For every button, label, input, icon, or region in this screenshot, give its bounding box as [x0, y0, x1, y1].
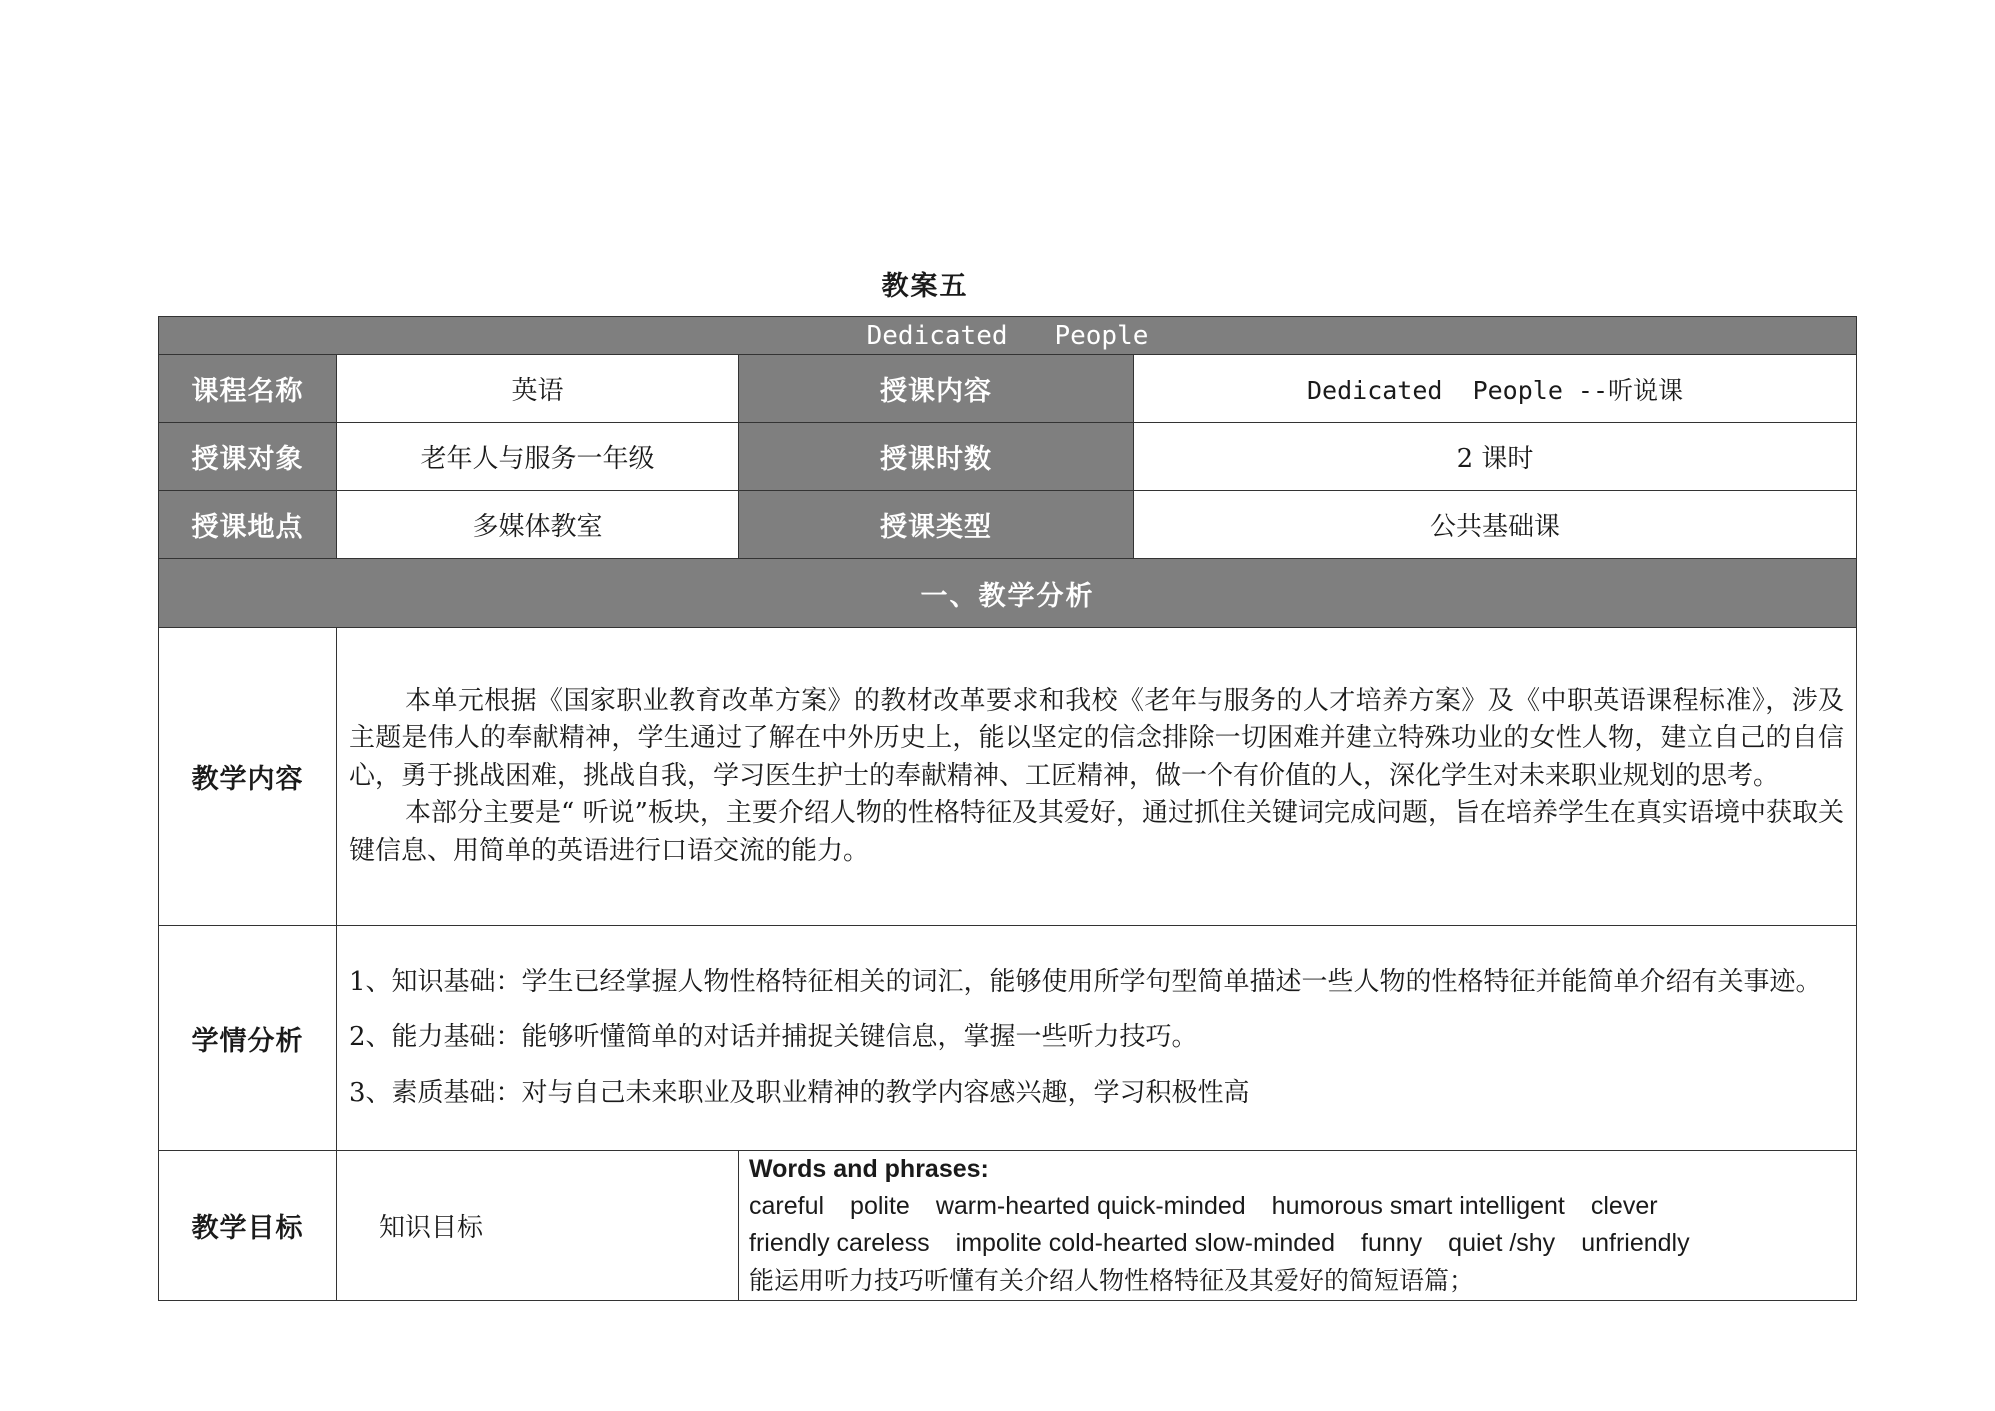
audience-value: 老年人与服务一年级 — [337, 423, 739, 491]
student-analysis-item1: 1、知识基础：学生已经掌握人物性格特征相关的词汇，能够使用所学句型简单描述一些人物的性格特征并能简单介绍有关事迹。 — [349, 966, 1822, 997]
hours-value: 2 课时 — [1134, 423, 1857, 491]
lesson-plan-table — [158, 316, 1857, 1301]
word-item: friendly careless — [749, 1229, 930, 1257]
word-item: clever — [1590, 1192, 1658, 1220]
word-item: humorous smart intelligent — [1271, 1192, 1565, 1220]
knowledge-goal-content — [739, 1151, 1857, 1301]
word-item: quiet /shy — [1448, 1229, 1556, 1257]
teaching-content-label: 教学内容 — [159, 628, 337, 926]
type-label: 授课类型 — [739, 491, 1134, 559]
student-analysis-cell — [337, 926, 1857, 1151]
words-line-2 — [749, 1225, 1846, 1262]
teaching-content-para2: 本部分主要是“ 听说”板块，主要介绍人物的性格特征及其爱好，通过抓住关键词完成问题，旨在培养学生在真实语境中获取关键信息、用简单的英语进行口语交流的能力。 — [349, 798, 1845, 866]
student-analysis-label: 学情分析 — [159, 926, 337, 1151]
course-name-value: 英语 — [337, 355, 739, 423]
document-title: 教案五 — [881, 271, 969, 302]
word-item: impolite cold-hearted slow-minded — [955, 1229, 1335, 1257]
words-line-1 — [749, 1188, 1846, 1225]
section-teaching-analysis: 一、教学分析 — [159, 559, 1857, 628]
objectives-label: 教学目标 — [159, 1151, 337, 1301]
lesson-banner: Dedicated People — [159, 317, 1857, 355]
hours-label: 授课时数 — [739, 423, 1134, 491]
word-item: unfriendly — [1581, 1229, 1690, 1257]
listening-goal-text: 能运用听力技巧听懂有关介绍人物性格特征及其爱好的简短语篇； — [749, 1266, 1475, 1295]
student-analysis-item3: 3、素质基础：对与自己未来职业及职业精神的教学内容感兴趣，学习积极性高 — [349, 1077, 1250, 1108]
location-value: 多媒体教室 — [337, 491, 739, 559]
word-item: careful — [749, 1192, 825, 1220]
word-item: polite — [850, 1192, 910, 1220]
course-name-label: 课程名称 — [159, 355, 337, 423]
audience-label: 授课对象 — [159, 423, 337, 491]
type-value: 公共基础课 — [1134, 491, 1857, 559]
word-item: funny — [1361, 1229, 1423, 1257]
word-item: warm-hearted quick-minded — [935, 1192, 1246, 1220]
content-value: Dedicated People --听说课 — [1134, 355, 1857, 423]
student-analysis-item2: 2、能力基础：能够听懂简单的对话并捕捉关键信息，掌握一些听力技巧。 — [349, 1022, 1198, 1053]
teaching-content-cell — [337, 628, 1857, 926]
location-label: 授课地点 — [159, 491, 337, 559]
words-header: Words and phrases: — [749, 1155, 989, 1183]
teaching-content-para1: 本单元根据《国家职业教育改革方案》的教材改革要求和我校《老年与服务的人才培养方案》及《中职英语课程标准》，涉及主题是伟人的奉献精神，学生通过了解在中外历史上，能以坚定的信念排除一切困难并建立特殊功业的女性人物，建立自己的自信心，勇于挑战困难，挑战自我，学习医生护士的奉献精神、工匠精神，做一个有价值的人，深化学生对未来职业规划的思考。 — [349, 685, 1845, 791]
content-label: 授课内容 — [739, 355, 1134, 423]
knowledge-goal-label: 知识目标 — [337, 1151, 739, 1301]
